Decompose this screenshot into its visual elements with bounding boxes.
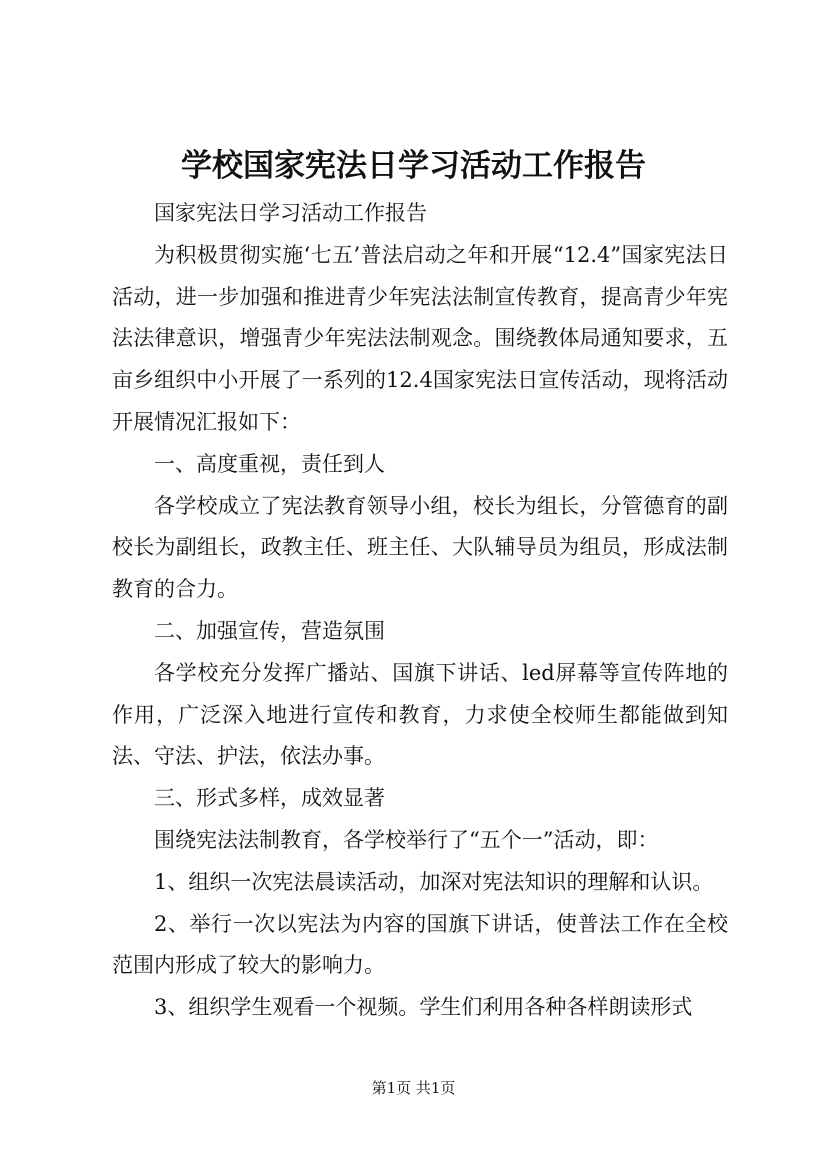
document-body — [112, 193, 728, 1029]
list-item-1: 1、组织一次宪法晨读活动，加深对宪法知识的理解和认识。 — [154, 869, 714, 894]
document-title: 学校国家宪法日学习活动工作报告 — [181, 148, 646, 184]
page-footer: 第1页 共1页 — [371, 1079, 456, 1097]
paragraph-subtitle: 国家宪法日学习活动工作报告 — [154, 201, 427, 225]
list-item-3: 3、组织学生观看一个视频。学生们利用各种各样朗读形式 — [154, 995, 693, 1020]
paragraph-section-1: 各学校成立了宪法教育领导小组，校长为组长，分管德育的副校长为副组长，政教主任、班主任、大队辅导员为组员，形成法制教育的合力。 — [112, 493, 728, 602]
list-item-2: 2、举行一次以宪法为内容的国旗下讲话，使普法工作在全校范围内形成了较大的影响力。 — [112, 911, 728, 978]
paragraph-intro: 为积极贯彻实施‘七五’普法启动之年和开展“12.4”国家宪法日活动，进一步加强和推进青少年宪法法制宣传教育，提高青少年宪法法律意识，增强青少年宪法法制观念。围绕教体局通知要求，五亩乡组织中小开展了一系列的12.4国家宪法日宣传活动，现将活动开展情况汇报如下： — [112, 242, 728, 434]
section-heading-1: 一、高度重视，责任到人 — [154, 451, 385, 476]
section-heading-3: 三、形式多样，成效显著 — [154, 786, 385, 811]
paragraph-section-2: 各学校充分发挥广播站、国旗下讲话、led屏幕等宣传阵地的作用，广泛深入地进行宣传和教育，力求使全校师生都能做到知法、守法、护法，依法办事。 — [112, 660, 728, 769]
section-heading-2: 二、加强宣传，营造氛围 — [154, 618, 385, 643]
paragraph-section-3: 围绕宪法法制教育，各学校举行了“五个一”活动，即： — [154, 827, 659, 852]
